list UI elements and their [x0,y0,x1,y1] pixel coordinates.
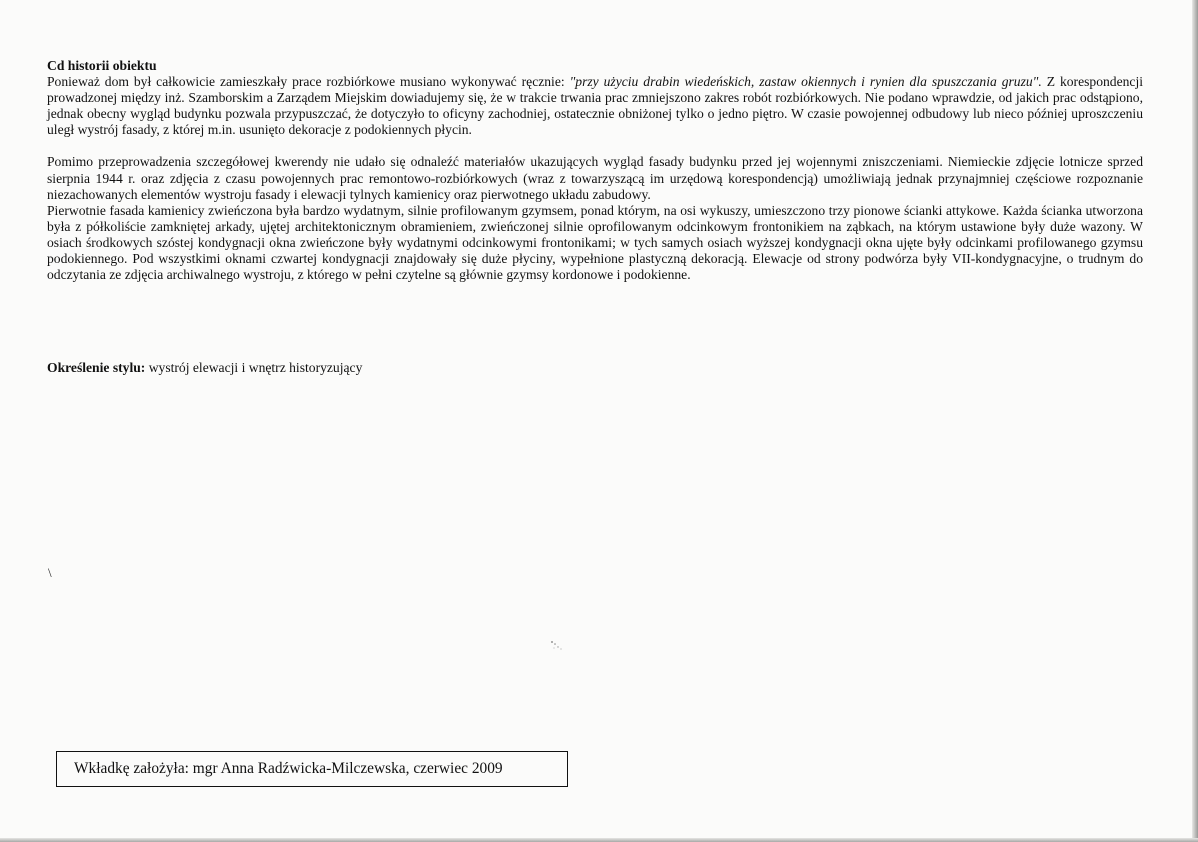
scan-speck [548,638,566,654]
paragraph-demolition [47,74,1143,138]
style-value: wystrój elewacji i wnętrz historyzujący [145,360,363,375]
scan-edge-right [1192,0,1198,842]
paragraph-demolition-intro: Ponieważ dom był całkowicie zamieszkały prace rozbiórkowe musiano wykonywać ręcznie: [47,74,570,90]
stray-pen-mark: \ [48,565,52,580]
paragraph-demolition-quote: "przy użyciu drabin wiedeńskich, zastaw okiennych i rynien dla spuszczania gruzu". [569,74,1042,90]
scan-edge-bottom [0,838,1198,842]
paragraph-demolition-rest: Z korespondencji prowadzonej między inż. Szamborskim a Zarządem Miejskim dowiadujemy się, że w trakcie trwania prac zmniejszono zakres robót rozbiórkowych. Nie podano wprawdzie, od jakich prac odstąpiono, jednak obecny wygląd budynku pozwala przypuszczać, że dotyczyło to oficyny zachodniej, ostatecznie obniżonej tylko o jedno piętro. W czasie powojennej odbudowy lub nieco później uproszczeniu uległ wystrój fasady, z której m.in. usunięto dekoracje z podokiennych płycin. [47,74,1143,138]
style-definition [47,360,362,376]
author-credit: Wkładkę założyła: mgr Anna Radźwicka-Milczewska, czerwiec 2009 [74,760,503,777]
section-heading: Cd historii obiektu [47,58,157,73]
paragraph-original-facade: Pierwotnie fasada kamienicy zwieńczona była bardzo wydatnym, silnie profilowanym gzymsem, ponad którym, na osi wykuszy, umieszczono trzy pionowe ścianki attykowe. Każda ścianka utworzona była z półkoliście zamkniętej arkady, ujętej architektonicznym obramieniem, zwieńczonej silnie oprofilowanym odcinkowym frontonikiem na ząbkach, na którym ustawione były duże wazony. W osiach środkowych szóstej kondygnacji okna zwieńczone były wydatnymi odcinkowymi frontonikami; w tych samych osiach wyższej kondygnacji okna ujęte były odcinkami profilowanego gzymsu podokiennego. Pod wszystkimi oknami czwartej kondygnacji znajdowały się duże płyciny, wypełnione plastyczną dekoracją. Elewacje od strony podwórza były VII-kondygnacyjne, o trudnym do odczytania ze zdjęcia archiwalnego wystroju, z którego w pełni czytelne są głównie gzymsy kordonowe i podokienne. [47,202,1143,283]
style-label: Określenie stylu: [47,360,146,375]
history-section [47,58,1143,283]
paragraph-sources: Pomimo przeprowadzenia szczegółowej kwerendy nie udało się odnaleźć materiałów ukazujących wygląd fasady budynku przed jej wojennymi zniszczeniami. Niemieckie zdjęcie lotnicze sprzed sierpnia 1944 r. oraz zdjęcia z czasu powojennych prac remontowo-rozbiórkowych (wraz z towarzyszącą im urzędową korespondencją) umożliwiają jednak przynajmniej częściowe rozpoznanie niezachowanych elementów wystroju fasady i elewacji tylnych kamienicy oraz pierwotnego układu zabudowy. [47,154,1143,202]
author-box [56,751,568,787]
